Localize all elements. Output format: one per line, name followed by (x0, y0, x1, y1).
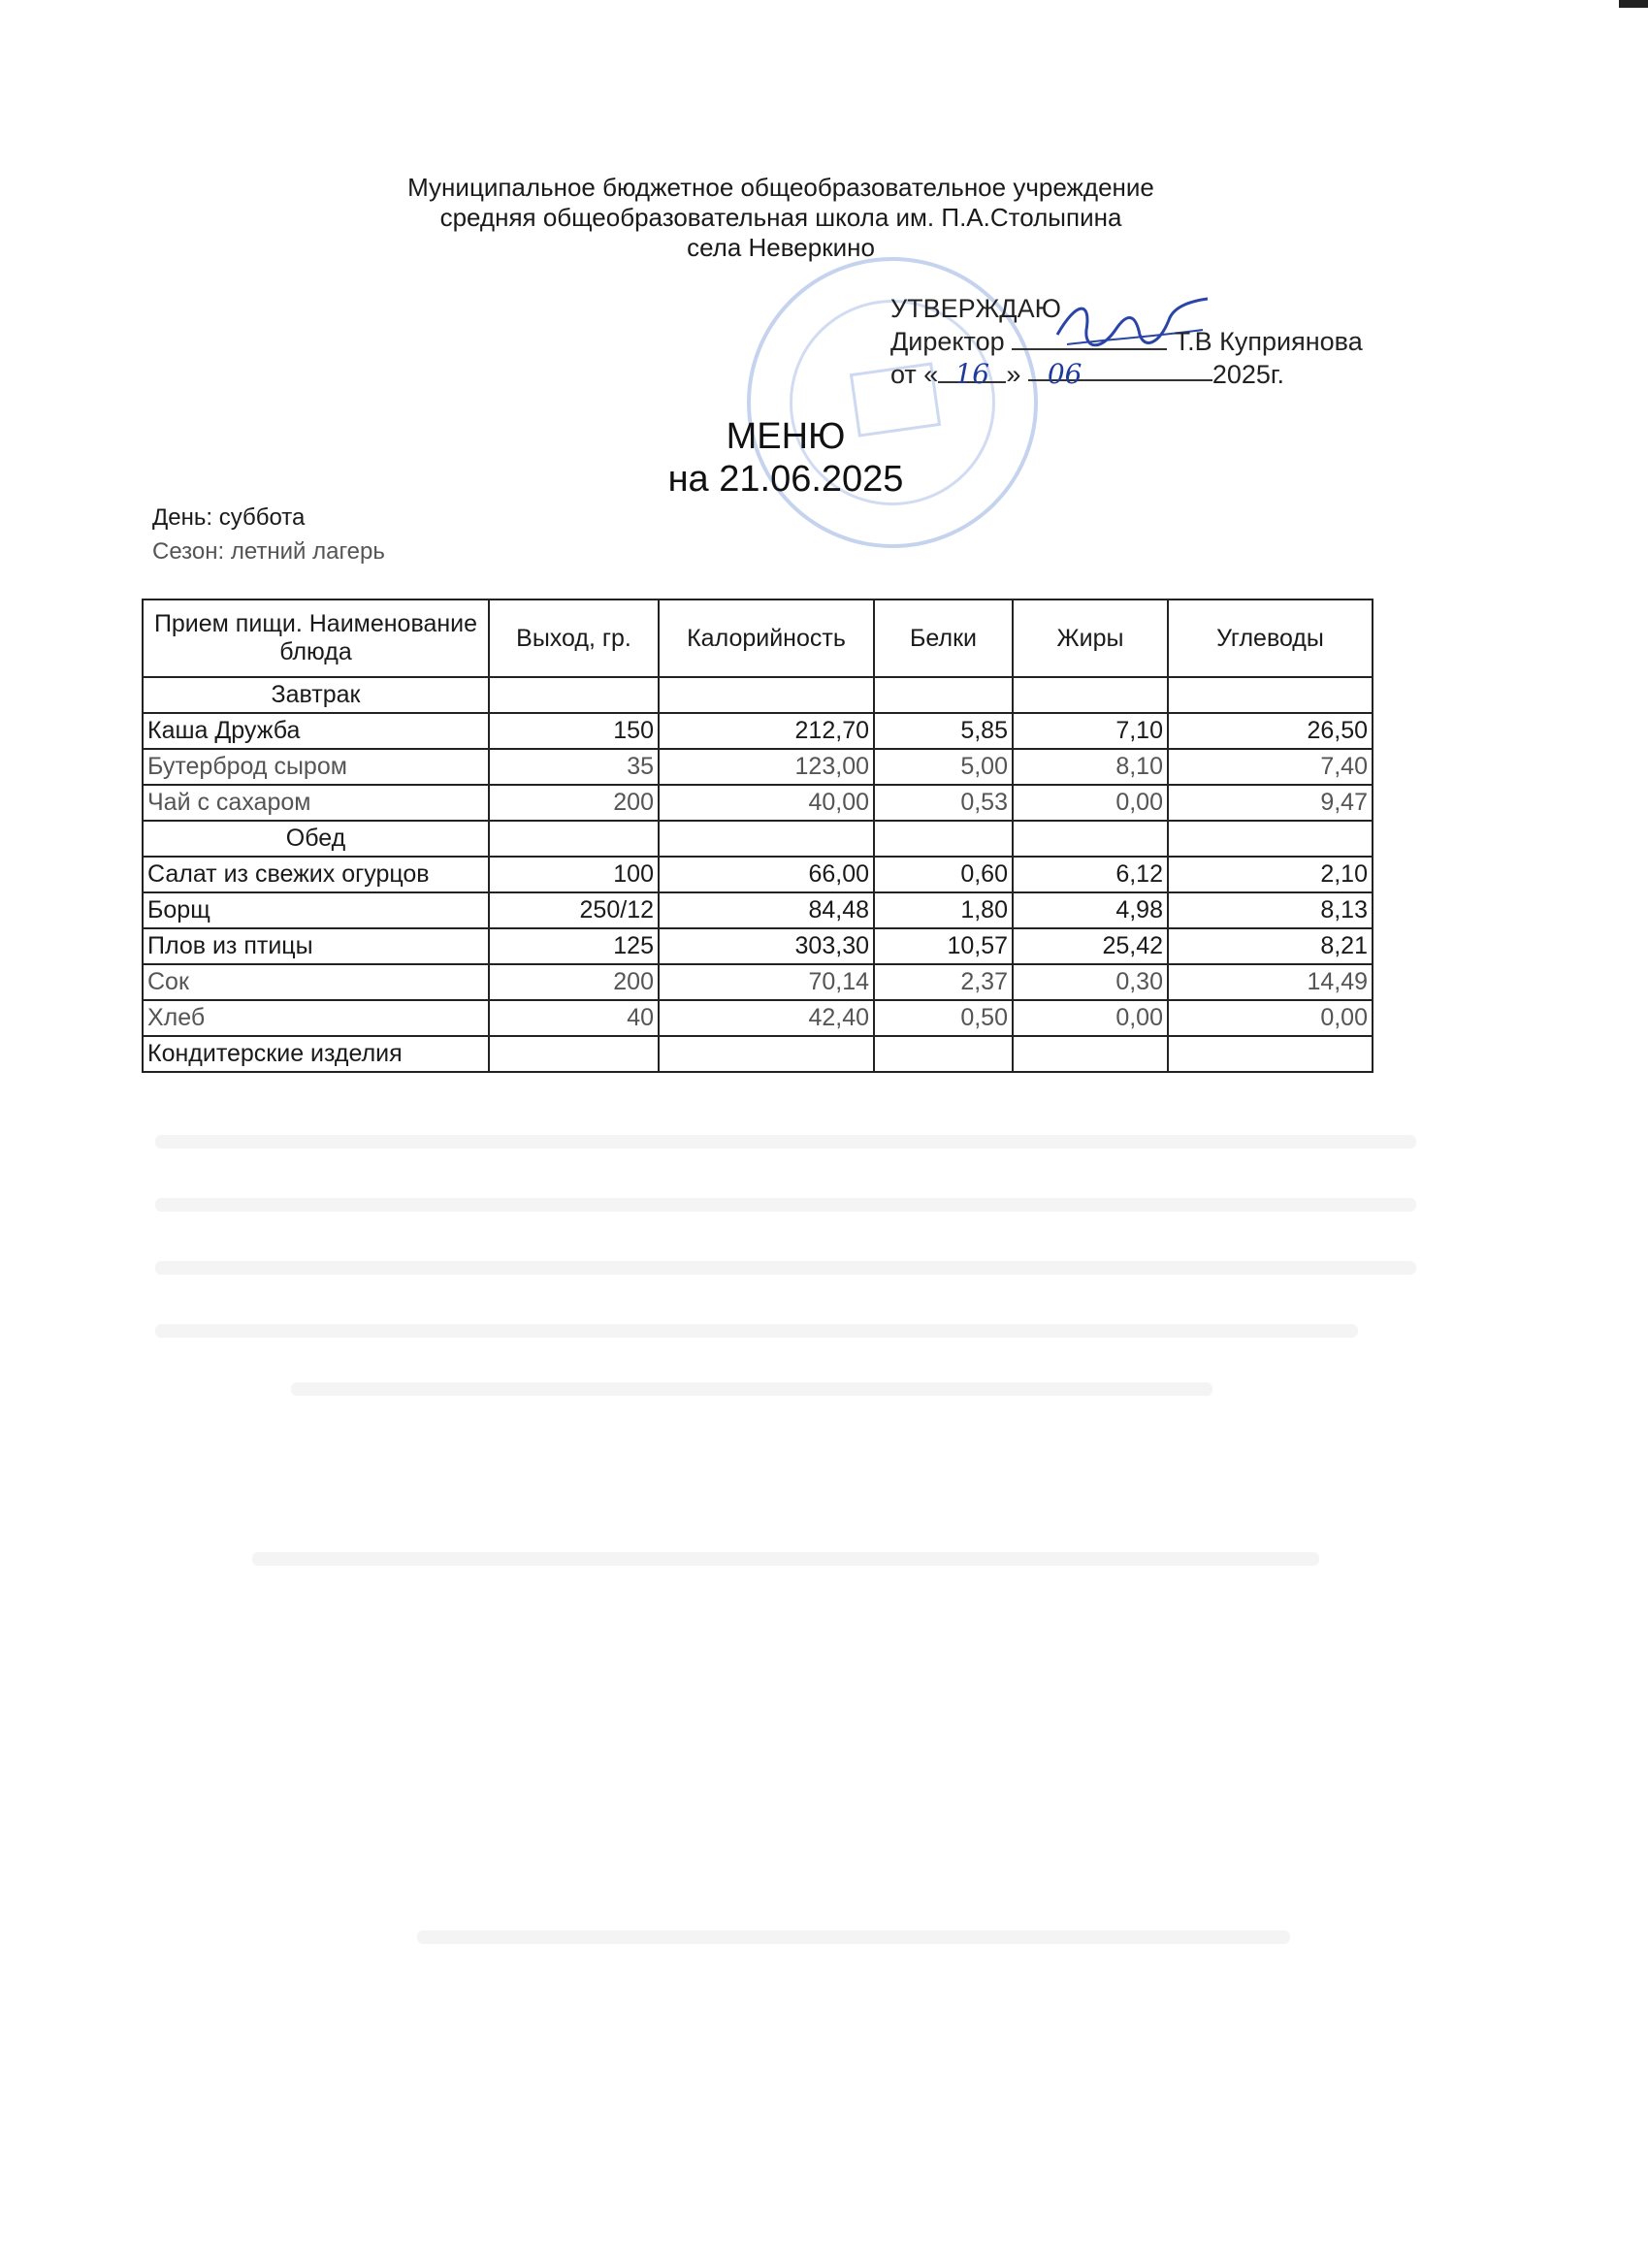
org-line-3: села Неверкино (687, 233, 875, 262)
org-line-2: средняя общеобразовательная школа им. П.А.Столыпина (439, 203, 1122, 232)
dish-weight: 200 (489, 785, 659, 821)
approval-block (890, 293, 1395, 391)
menu-title-line-1: МЕНЮ (726, 416, 846, 457)
dish-protein: 5,85 (874, 713, 1013, 749)
dish-fat: 0,00 (1013, 1000, 1168, 1036)
dish-name: Каша Дружба (143, 713, 489, 749)
dish-carbs: 0,00 (1168, 1000, 1373, 1036)
dish-fat: 25,42 (1013, 928, 1168, 964)
dish-fat (1013, 1036, 1168, 1072)
dish-protein: 0,60 (874, 857, 1013, 892)
director-name: Т.В Куприянова (1174, 327, 1363, 356)
approve-label: УТВЕРЖДАЮ (890, 294, 1061, 323)
col-header-carbs: Углеводы (1168, 599, 1373, 677)
dish-weight (489, 1036, 659, 1072)
bleed-through-text (291, 1382, 1212, 1396)
bleed-through-text (155, 1261, 1416, 1275)
date-year: 2025г. (1212, 360, 1284, 389)
dish-name: Кондитерские изделия (143, 1036, 489, 1072)
dish-calories: 40,00 (659, 785, 874, 821)
dish-name: Салат из свежих огурцов (143, 857, 489, 892)
dish-name: Хлеб (143, 1000, 489, 1036)
dish-calories: 42,40 (659, 1000, 874, 1036)
section-breakfast: Завтрак (143, 677, 489, 713)
dish-carbs: 9,47 (1168, 785, 1373, 821)
table-row (143, 892, 1373, 928)
table-row (143, 857, 1373, 892)
dish-calories: 66,00 (659, 857, 874, 892)
dish-protein: 2,37 (874, 964, 1013, 1000)
dish-calories: 212,70 (659, 713, 874, 749)
dish-protein: 0,50 (874, 1000, 1013, 1036)
bleed-through-text (417, 1930, 1290, 1944)
col-header-fat: Жиры (1013, 599, 1168, 677)
menu-title-date: на 21.06.2025 (667, 459, 904, 500)
bleed-through-text (155, 1324, 1358, 1338)
dish-name: Бутерброд сыром (143, 749, 489, 785)
dish-calories (659, 1036, 874, 1072)
dish-carbs (1168, 1036, 1373, 1072)
dish-protein: 10,57 (874, 928, 1013, 964)
table-section-row (143, 821, 1373, 857)
director-label: Директор (890, 327, 1005, 356)
dish-name: Плов из птицы (143, 928, 489, 964)
approval-date-line (890, 358, 1395, 391)
dish-carbs: 26,50 (1168, 713, 1373, 749)
table-section-row (143, 677, 1373, 713)
scan-edge-mark (1619, 0, 1648, 8)
dish-weight: 125 (489, 928, 659, 964)
col-header-weight: Выход, гр. (489, 599, 659, 677)
table-row (143, 749, 1373, 785)
dish-weight: 200 (489, 964, 659, 1000)
col-header-protein: Белки (874, 599, 1013, 677)
section-lunch: Обед (143, 821, 489, 857)
dish-weight: 150 (489, 713, 659, 749)
date-prefix: от « (890, 360, 939, 389)
dish-calories: 84,48 (659, 892, 874, 928)
dish-fat: 0,00 (1013, 785, 1168, 821)
dish-weight: 250/12 (489, 892, 659, 928)
dish-weight: 40 (489, 1000, 659, 1036)
dish-carbs: 2,10 (1168, 857, 1373, 892)
dish-fat: 0,30 (1013, 964, 1168, 1000)
table-row (143, 928, 1373, 964)
organization-header (291, 173, 1271, 263)
dish-protein: 5,00 (874, 749, 1013, 785)
dish-weight: 100 (489, 857, 659, 892)
bleed-through-text (155, 1198, 1416, 1212)
signature-blank (1012, 325, 1167, 350)
table-row (143, 964, 1373, 1000)
dish-carbs: 14,49 (1168, 964, 1373, 1000)
dish-carbs: 8,13 (1168, 892, 1373, 928)
dish-fat: 4,98 (1013, 892, 1168, 928)
dish-protein: 0,53 (874, 785, 1013, 821)
table-row (143, 713, 1373, 749)
table-row (143, 785, 1373, 821)
date-month: 06 (1028, 358, 1212, 381)
dish-carbs: 7,40 (1168, 749, 1373, 785)
menu-table (142, 599, 1373, 1073)
dish-name: Борщ (143, 892, 489, 928)
director-line (890, 325, 1395, 358)
bleed-through-text (252, 1552, 1319, 1566)
dish-calories: 303,30 (659, 928, 874, 964)
dish-fat: 7,10 (1013, 713, 1168, 749)
dish-protein: 1,80 (874, 892, 1013, 928)
menu-title (543, 415, 1028, 501)
table-row (143, 1000, 1373, 1036)
table-row (143, 1036, 1373, 1072)
dish-calories: 123,00 (659, 749, 874, 785)
dish-carbs: 8,21 (1168, 928, 1373, 964)
bleed-through-text (155, 1135, 1416, 1149)
col-header-calories: Калорийность (659, 599, 874, 677)
dish-protein (874, 1036, 1013, 1072)
dish-fat: 6,12 (1013, 857, 1168, 892)
col-header-meal: Прием пищи. Наименование блюда (143, 599, 489, 677)
dish-name: Сок (143, 964, 489, 1000)
date-separator: » (1006, 360, 1021, 389)
menu-season: Сезон: летний лагерь (152, 538, 385, 565)
menu-day: День: суббота (152, 504, 306, 531)
dish-name: Чай с сахаром (143, 785, 489, 821)
date-day: 16 (938, 358, 1006, 383)
dish-weight: 35 (489, 749, 659, 785)
table-header-row (143, 599, 1373, 677)
dish-fat: 8,10 (1013, 749, 1168, 785)
dish-calories: 70,14 (659, 964, 874, 1000)
org-line-1: Муниципальное бюджетное общеобразовательное учреждение (407, 173, 1154, 202)
